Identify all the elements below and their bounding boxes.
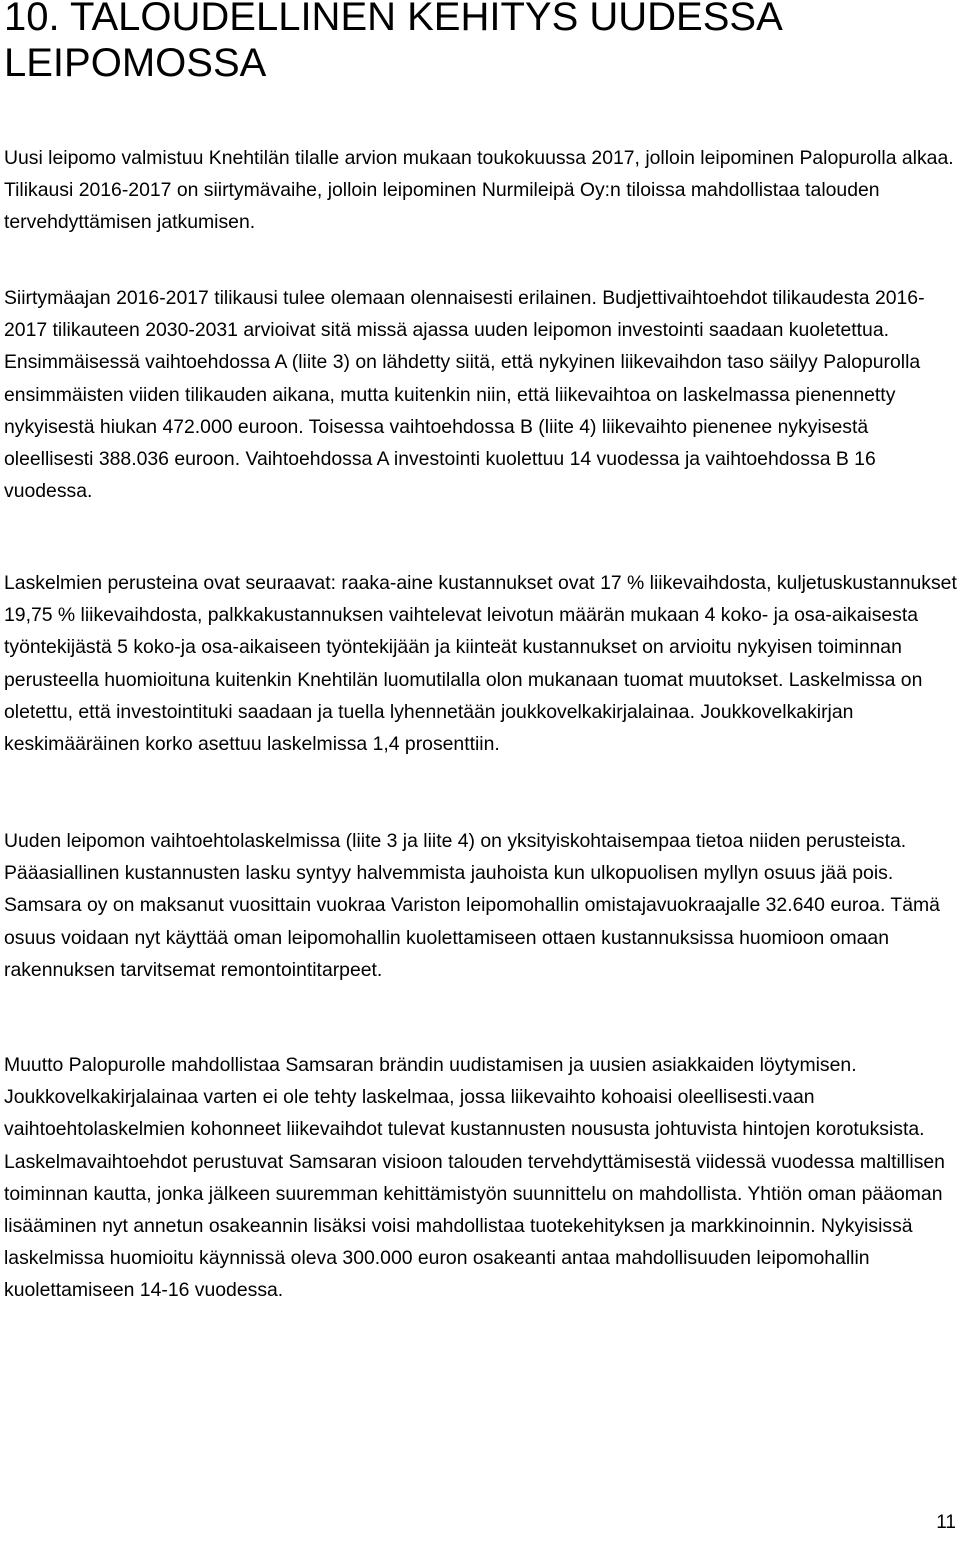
section-heading: 10. TALOUDELLINEN KEHITYS UUDESSA LEIPOMOSSA [4, 0, 781, 85]
paragraph-transition-period: Siirtymäajan 2016-2017 tilikausi tulee olemaan olennaisesti erilainen. Budjettivaihtoehdot tilikaudesta 2016-2017 tilikauteen 2030-2031 arvioivat sitä missä ajassa uuden leipomon investointi saadaan kuoletettua. Ensimmäisessä vaihtoehdossa A (liite 3) on lähdetty siitä, että nykyinen liikevaihdon taso säilyy Palopurolla ensimmäisten viiden tilikauden aikana, mutta kuitenkin niin, että liikevaihtoa on laskelmassa pienennetty nykyisestä hiukan 472.000 euroon. Toisessa vaihtoehdossa B (liite 4) liikevaihto pienenee nykyisestä oleellisesti 388.036 euroon. Vaihtoehdossa A investointi kuolettuu 14 vuodessa ja vaihtoehdossa B 16 vuodessa. [4, 287, 925, 503]
paragraph-calculation-basis: Laskelmien perusteina ovat seuraavat: raaka-aine kustannukset ovat 17 % liikevaihdosta, kuljetuskustannukset 19,75 % liikevaihdosta, palkkakustannuksen vaihtelevat leivotun määrän mukaan 4 koko- ja osa-aikaisesta työntekijästä 5 koko-ja osa-aikaiseen työntekijään ja kiinteät kustannukset on arvioitu nykyisen toiminnan perusteella huomioituna kuitenkin Knehtilän luomutilalla olon mukanaan tuomat muutokset. Laskelmissa on oletettu, että investointituki saadaan ja tuella lyhennetään joukkovelkakirjalainaa. Joukkovelkakirjan keskimääräinen korko asettuu laskelmissa 1,4 prosenttiin. [4, 572, 957, 756]
paragraph-relocation: Muutto Palopurolle mahdollistaa Samsaran brändin uudistamisen ja uusien asiakkaiden löytymisen. Joukkovelkakirjalainaa varten ei ole tehty laskelmaa, jossa liikevaihto kohoaisi oleellisesti.vaan vaihtoehtolaskelmien kohonneet liikevaihdot tulevat kustannusten noususta johtuvista hintojen korotuksista. Laskelmavaihtoehdot perustuvat Samsaran visioon talouden tervehdyttämisestä viidessä vuodessa maltillisen toiminnan kautta, jonka jälkeen suuremman kehittämistyön suunnittelu on mahdollista. Yhtiön oman pääoman lisääminen nyt annetun osakeannin lisäksi voisi mahdollistaa tuotekehityksen ja markkinoinnin. Nykyisissä laskelmissa huomioitu käynnissä oleva 300.000 euron osakeanti antaa mahdollisuuden leipomohallin kuolettamiseen 14-16 vuodessa. [4, 1054, 945, 1302]
paragraph-intro: Uusi leipomo valmistuu Knehtilän tilalle arvion mukaan toukokuussa 2017, jolloin leipominen Palopurolla alkaa. Tilikausi 2016-2017 on siirtymävaihe, jolloin leipominen Nurmileipä Oy:n tiloissa mahdollistaa talouden tervehdyttämisen jatkumisen. [4, 147, 954, 234]
page-number: 11 [936, 1512, 956, 1533]
paragraph-alternative-calculations: Uuden leipomon vaihtoehtolaskelmissa (liite 3 ja liite 4) on yksityiskohtaisempaa tietoa niiden perusteista. Pääasiallinen kustannusten lasku syntyy halvemmista jauhoista kun ulkopuolisen myllyn osuus jää pois. Samsara oy on maksanut vuosittain vuokraa Variston leipomohallin omistajavuokraajalle 32.640 euroa. Tämä osuus voidaan nyt käyttää oman leipomohallin kuolettamiseen ottaen kustannuksissa huomioon omaan rakennuksen tarvitsemat remontointitarpeet. [4, 830, 940, 981]
